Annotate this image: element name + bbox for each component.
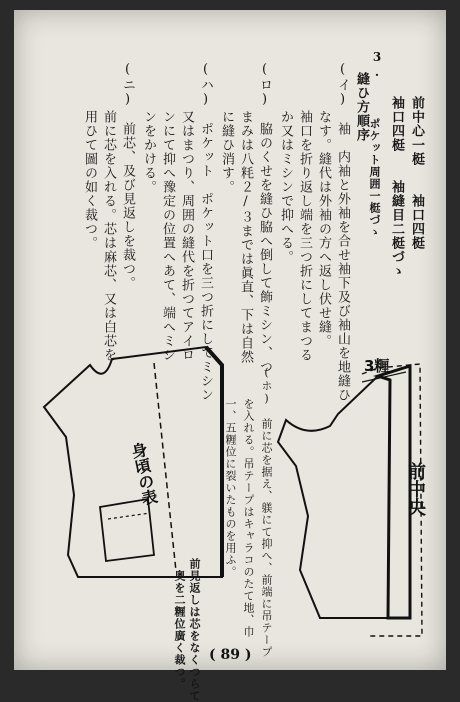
document-page [14, 10, 446, 702]
width-label: 3糎 [364, 357, 390, 375]
page-number: ( 89 ) [209, 647, 252, 663]
body-line: ンにて抑へ豫定の位置へあて、端へミシ [160, 110, 175, 362]
body-front-label: 身頃の表 [127, 440, 160, 508]
body-line: (ニ) 前芯、及び見返しを裁つ。 [120, 62, 135, 290]
body-line: に縫ひ消す。 [219, 110, 234, 194]
body-line: (イ) 袖 内袖と外袖を合せ袖下及び袖山を地縫ひ [335, 62, 350, 402]
figure-caption: 奥を二糎位廣く裁つ。 [173, 570, 186, 690]
body-line: 又はまつり、周囲の縫代を折つてアイロ [179, 110, 194, 362]
body-line: ンをかける。 [141, 110, 156, 194]
section-number: 3. [370, 50, 384, 80]
body-line: 用ひて圖の如く裁つ。 [82, 110, 97, 250]
spec-line-3: ポケット周囲一梃づゝ [368, 118, 381, 238]
figure-caption: 前見返しは芯をなくつらて [188, 558, 201, 702]
body-line: なす。縫代は外袖の方へ返し伏せ縫。 [316, 110, 331, 348]
body-line: 前に芯を入れる。芯は麻芯、又は白芯を [101, 110, 116, 362]
body-line: を入れる。吊テープはキャラコのたて地、巾 [242, 398, 255, 638]
body-line: まみは八粍２/３までは眞直、下は自然 [238, 110, 253, 364]
spec-line-1: 前中心一梃 袖口四梃 [409, 96, 424, 250]
body-line: か又はミシンで抑へる。 [278, 110, 293, 264]
body-line: 一、五糎位に裂いたものを用ふ。 [224, 398, 237, 578]
front-center-label: 前中央 [405, 462, 426, 516]
body-line: 袖口を折り返し端を三つ折にしてまつる [297, 110, 312, 362]
body-line: (ロ) 脇のくせを縫ひ脇へ倒して飾ミシン、つ [257, 62, 272, 374]
spec-line-2: 袖口四梃 袖縫目二梃づゝ [389, 96, 404, 278]
body-line: (ハ) ポケット ポケット口を三つ折にしてミシン [198, 62, 213, 402]
sewing-order-heading: 縫ひ方順序 [354, 72, 369, 142]
body-line: (ホ) 前に芯を据え、躾にて抑へ、前端に吊テープ [260, 366, 273, 658]
